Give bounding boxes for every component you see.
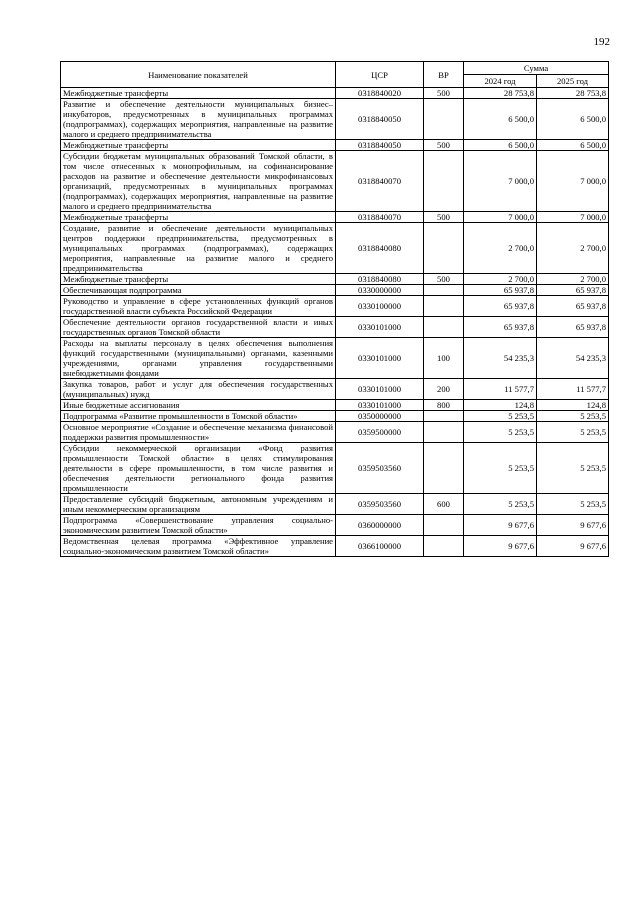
row-sum-2025-cell: 65 937,8 — [537, 285, 609, 296]
table-row — [61, 411, 609, 422]
row-csr-cell: 0318840050 — [336, 99, 424, 140]
row-name-cell: Субсидии некоммерческой организации «Фонд развития промышленности Томской области» в целях стимулирования деятельности в сфере промышленности, в том числе развития и обеспечения деятельности регионального фонда развития промышленности — [61, 443, 336, 494]
row-sum-2025-cell: 6 500,0 — [537, 99, 609, 140]
row-csr-cell: 0330100000 — [336, 296, 424, 317]
row-vr-cell — [424, 285, 464, 296]
row-csr-cell: 0318840020 — [336, 88, 424, 99]
table-row — [61, 151, 609, 212]
row-sum-2025-cell: 5 253,5 — [537, 494, 609, 515]
table-row — [61, 223, 609, 274]
row-name-cell: Субсидии бюджетам муниципальных образований Томской области, в том числе отнесенных к монопрофильным, на софинансирование расходов на развитие и обеспечение деятельности микрофинансовых организаций, предусмотренных в муниципальных программах (подпрограммах), содержащих мероприятия, направленные на развитие малого и среднего предпринимательства — [61, 151, 336, 212]
row-sum-2025-cell: 65 937,8 — [537, 317, 609, 338]
row-vr-cell — [424, 443, 464, 494]
table-row — [61, 494, 609, 515]
row-sum-2024-cell: 9 677,6 — [464, 515, 537, 536]
row-sum-2025-cell: 2 700,0 — [537, 223, 609, 274]
row-sum-2025-cell: 6 500,0 — [537, 140, 609, 151]
table-body — [61, 88, 609, 557]
row-name-cell: Межбюджетные трансферты — [61, 274, 336, 285]
row-csr-cell: 0318840080 — [336, 274, 424, 285]
row-csr-cell: 0359503560 — [336, 494, 424, 515]
header-sum: Сумма — [464, 62, 609, 75]
row-csr-cell: 0359500000 — [336, 422, 424, 443]
row-vr-cell: 500 — [424, 274, 464, 285]
table-row — [61, 99, 609, 140]
row-sum-2025-cell: 11 577,7 — [537, 379, 609, 400]
row-name-cell: Расходы на выплаты персоналу в целях обеспечения выполнения функций государственными (муниципальными) органами, казенными учреждениями, органами управления государственными внебюджетными фондами — [61, 338, 336, 379]
row-sum-2024-cell: 6 500,0 — [464, 99, 537, 140]
row-vr-cell — [424, 422, 464, 443]
row-sum-2025-cell: 65 937,8 — [537, 296, 609, 317]
row-sum-2025-cell: 9 677,6 — [537, 536, 609, 557]
row-sum-2024-cell: 2 700,0 — [464, 223, 537, 274]
header-vr: ВР — [424, 62, 464, 88]
row-sum-2025-cell: 5 253,5 — [537, 443, 609, 494]
table-header — [61, 62, 609, 88]
row-csr-cell: 0366100000 — [336, 536, 424, 557]
row-vr-cell: 500 — [424, 88, 464, 99]
row-sum-2024-cell: 7 000,0 — [464, 151, 537, 212]
row-sum-2024-cell: 124,8 — [464, 400, 537, 411]
row-name-cell: Обеспечивающая подпрограмма — [61, 285, 336, 296]
table-row — [61, 422, 609, 443]
row-vr-cell — [424, 317, 464, 338]
row-csr-cell: 0318840070 — [336, 212, 424, 223]
row-name-cell: Развитие и обеспечение деятельности муниципальных бизнес–инкубаторов, предусмотренных в муниципальных программах (подпрограммах), содержащих мероприятия, направленные на развитие малого и среднего предпринимательства — [61, 99, 336, 140]
row-sum-2024-cell: 54 235,3 — [464, 338, 537, 379]
row-vr-cell: 500 — [424, 140, 464, 151]
page-number: 192 — [593, 36, 610, 48]
row-sum-2025-cell: 2 700,0 — [537, 274, 609, 285]
row-vr-cell: 500 — [424, 212, 464, 223]
row-name-cell: Основное мероприятие «Создание и обеспечение механизма финансовой поддержки развития промышленности» — [61, 422, 336, 443]
table-row — [61, 285, 609, 296]
row-vr-cell — [424, 536, 464, 557]
row-csr-cell: 0318840080 — [336, 223, 424, 274]
header-year-2024: 2024 год — [464, 75, 537, 88]
row-sum-2024-cell: 5 253,5 — [464, 411, 537, 422]
row-sum-2024-cell: 6 500,0 — [464, 140, 537, 151]
table-row — [61, 140, 609, 151]
row-name-cell: Межбюджетные трансферты — [61, 88, 336, 99]
row-csr-cell: 0330101000 — [336, 317, 424, 338]
row-csr-cell: 0318840050 — [336, 140, 424, 151]
row-csr-cell: 0330101000 — [336, 379, 424, 400]
row-vr-cell — [424, 515, 464, 536]
row-csr-cell: 0318840070 — [336, 151, 424, 212]
row-sum-2025-cell: 9 677,6 — [537, 515, 609, 536]
table-row — [61, 536, 609, 557]
row-sum-2024-cell: 65 937,8 — [464, 317, 537, 338]
row-sum-2024-cell: 65 937,8 — [464, 285, 537, 296]
row-sum-2024-cell: 65 937,8 — [464, 296, 537, 317]
row-name-cell: Создание, развитие и обеспечение деятельности муниципальных центров поддержки предпринимательства, предусмотренных в муниципальных программах (подпрограммах), содержащих мероприятия, направленные на развитие малого и среднего предпринимательства — [61, 223, 336, 274]
row-csr-cell: 0359503560 — [336, 443, 424, 494]
row-sum-2024-cell: 11 577,7 — [464, 379, 537, 400]
row-sum-2025-cell: 5 253,5 — [537, 411, 609, 422]
row-vr-cell — [424, 151, 464, 212]
row-vr-cell: 800 — [424, 400, 464, 411]
row-name-cell: Закупка товаров, работ и услуг для обеспечения государственных (муниципальных) нужд — [61, 379, 336, 400]
row-sum-2025-cell: 28 753,8 — [537, 88, 609, 99]
row-name-cell: Иные бюджетные ассигнования — [61, 400, 336, 411]
table-row — [61, 212, 609, 223]
row-csr-cell: 0330000000 — [336, 285, 424, 296]
row-sum-2024-cell: 9 677,6 — [464, 536, 537, 557]
row-sum-2024-cell: 5 253,5 — [464, 443, 537, 494]
header-csr: ЦСР — [336, 62, 424, 88]
row-vr-cell — [424, 411, 464, 422]
row-name-cell: Подпрограмма «Совершенствование управления социально-экономическим развитием Томской области» — [61, 515, 336, 536]
row-name-cell: Ведомственная целевая программа «Эффективное управление социально-экономическим развитием Томской области» — [61, 536, 336, 557]
table-row — [61, 296, 609, 317]
row-name-cell: Обеспечение деятельности органов государственной власти и иных государственных органов Томской области — [61, 317, 336, 338]
row-name-cell: Подпрограмма «Развитие промышленности в Томской области» — [61, 411, 336, 422]
row-csr-cell: 0360000000 — [336, 515, 424, 536]
row-name-cell: Предоставление субсидий бюджетным, автономным учреждениям и иным некоммерческим организациям — [61, 494, 336, 515]
header-year-2025: 2025 год — [537, 75, 609, 88]
row-vr-cell — [424, 99, 464, 140]
row-vr-cell — [424, 223, 464, 274]
row-sum-2024-cell: 7 000,0 — [464, 212, 537, 223]
table-row — [61, 379, 609, 400]
row-sum-2024-cell: 28 753,8 — [464, 88, 537, 99]
row-sum-2025-cell: 7 000,0 — [537, 151, 609, 212]
row-csr-cell: 0330101000 — [336, 400, 424, 411]
row-name-cell: Руководство и управление в сфере установленных функций органов государственной власти субъекта Российской Федерации — [61, 296, 336, 317]
row-sum-2024-cell: 2 700,0 — [464, 274, 537, 285]
row-vr-cell: 600 — [424, 494, 464, 515]
row-name-cell: Межбюджетные трансферты — [61, 212, 336, 223]
table-row — [61, 443, 609, 494]
row-csr-cell: 0350000000 — [336, 411, 424, 422]
table-row — [61, 338, 609, 379]
row-name-cell: Межбюджетные трансферты — [61, 140, 336, 151]
row-vr-cell: 100 — [424, 338, 464, 379]
row-sum-2025-cell: 7 000,0 — [537, 212, 609, 223]
table-row — [61, 515, 609, 536]
table-row — [61, 400, 609, 411]
table-row — [61, 317, 609, 338]
header-name: Наименование показателей — [61, 62, 336, 88]
row-sum-2025-cell: 5 253,5 — [537, 422, 609, 443]
row-csr-cell: 0330101000 — [336, 338, 424, 379]
budget-table — [60, 61, 609, 557]
row-sum-2025-cell: 54 235,3 — [537, 338, 609, 379]
row-vr-cell: 200 — [424, 379, 464, 400]
row-sum-2024-cell: 5 253,5 — [464, 422, 537, 443]
row-vr-cell — [424, 296, 464, 317]
row-sum-2025-cell: 124,8 — [537, 400, 609, 411]
table-row — [61, 88, 609, 99]
table-row — [61, 274, 609, 285]
row-sum-2024-cell: 5 253,5 — [464, 494, 537, 515]
